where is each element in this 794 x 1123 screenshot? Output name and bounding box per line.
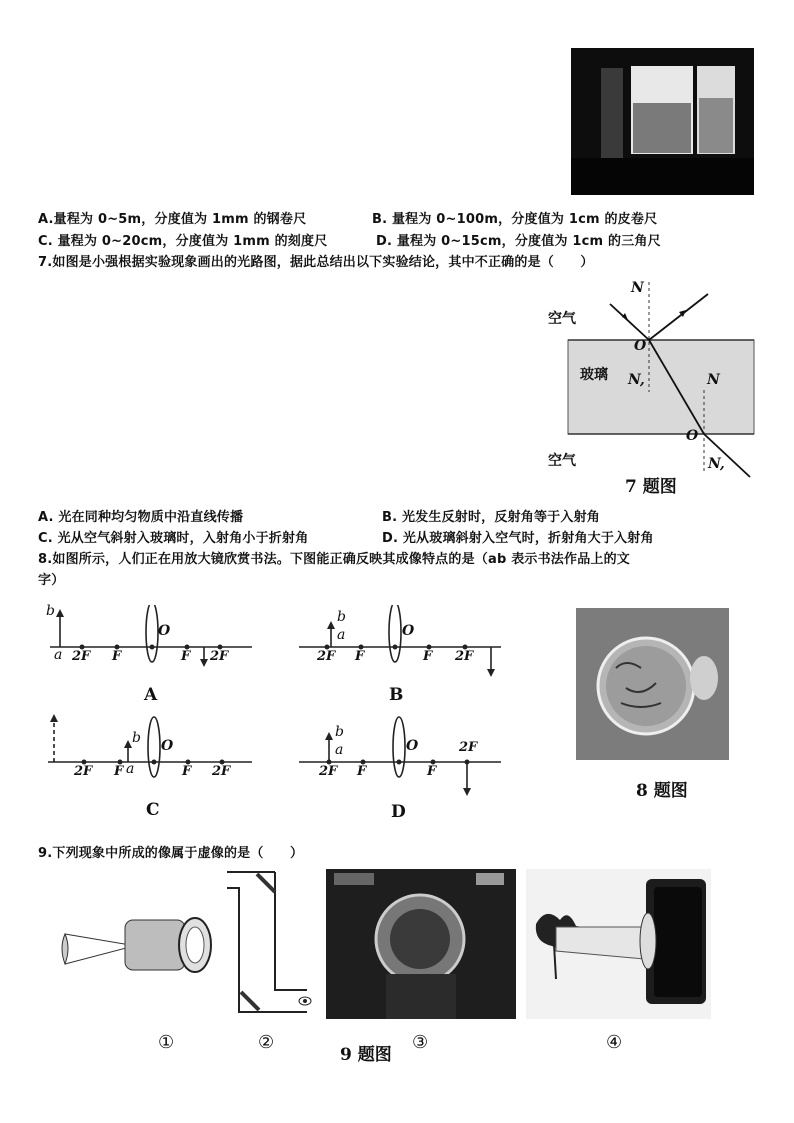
q7-caption: 7 题图 xyxy=(625,477,677,497)
q8b-left-2f: 2F xyxy=(317,649,336,664)
q8d-o-label: O xyxy=(406,738,419,754)
q8a-right-f: F xyxy=(181,649,191,664)
q8b-left-f: F xyxy=(355,649,365,664)
q7-air-top-label: 空气 xyxy=(548,311,576,327)
q7-figure xyxy=(540,272,760,497)
q8-caption: 8 题图 xyxy=(636,781,688,801)
q8d-letter: D xyxy=(391,802,406,822)
window-photo xyxy=(571,48,754,195)
q8-diagram-b xyxy=(295,605,510,710)
q9-stem: 9.下列现象中所成的像属于虚像的是（ ） xyxy=(38,846,304,861)
q9-label-1: ① xyxy=(158,1032,175,1053)
q8c-left-f: F xyxy=(114,764,124,779)
q8c-right-2f: 2F xyxy=(212,764,231,779)
window-photo-art xyxy=(571,48,754,195)
q9-figure-1-lens-tube xyxy=(55,900,230,985)
q8b-right-2f: 2F xyxy=(455,649,474,664)
q8c-right-f: F xyxy=(182,764,192,779)
q7-option-c: C. 光从空气斜射入玻璃时，入射角小于折射角 xyxy=(38,531,309,546)
q7-glass-label: 玻璃 xyxy=(580,367,608,383)
q8d-b-label: b xyxy=(335,724,344,740)
q8b-a-label: a xyxy=(337,627,346,643)
q8d-right-2f: 2F xyxy=(459,740,478,755)
q7-normal-n-top: N xyxy=(631,280,644,296)
q7-stem: 7.如图是小强根据实验现象画出的光路图，据此总结出以下实验结论，其中不正确的是（ ） xyxy=(38,255,594,270)
q9-figure-4-eye-model xyxy=(526,869,711,1019)
q8a-o-label: O xyxy=(158,623,171,639)
q7-option-b: B. 光发生反射时，反射角等于入射角 xyxy=(382,510,600,525)
q8a-left-2f: 2F xyxy=(72,649,91,664)
q6-option-a: A.量程为 0~5m，分度值为 1mm 的钢卷尺 xyxy=(38,212,307,227)
q8d-left-f: F xyxy=(357,764,367,779)
q8-stem-line2: 字） xyxy=(38,573,65,588)
q6-option-b: B. 量程为 0~100m，分度值为 1cm 的皮卷尺 xyxy=(372,212,658,227)
magnifier-photo xyxy=(576,608,729,760)
q8a-left-f: F xyxy=(112,649,122,664)
q6-option-d: D. 量程为 0~15cm，分度值为 1cm 的三角尺 xyxy=(376,234,661,249)
q7-option-a: A. 光在同种均匀物质中沿直线传播 xyxy=(38,510,244,525)
q9-caption: 9 题图 xyxy=(340,1045,392,1065)
q9-label-3: ③ xyxy=(412,1032,429,1053)
q8b-letter: B xyxy=(389,685,404,705)
q8a-a-label: a xyxy=(54,647,63,663)
q8c-left-2f: 2F xyxy=(74,764,93,779)
q7-option-d: D. 光从玻璃斜射入空气时，折射角大于入射角 xyxy=(382,531,654,546)
q8-diagram-c xyxy=(40,712,255,822)
q9-figure-3-photo xyxy=(326,869,516,1019)
q8c-a-label: a xyxy=(126,761,135,777)
q8d-right-f: F xyxy=(427,764,437,779)
q8d-a-label: a xyxy=(335,742,344,758)
q8-diagram-d xyxy=(295,712,510,822)
q7-point-o2: O xyxy=(686,428,699,444)
q9-figure-2-periscope xyxy=(215,866,320,1016)
q8d-left-2f: 2F xyxy=(319,764,338,779)
q8a-letter: A xyxy=(144,685,158,705)
q8-stem-line1: 8.如图所示，人们正在用放大镜欣赏书法。下图能正确反映其成像特点的是（ab 表示书法作品上的文 xyxy=(38,552,630,567)
q8c-o-label: O xyxy=(161,738,174,754)
q9-label-2: ② xyxy=(258,1032,275,1053)
q9-label-4: ④ xyxy=(606,1032,623,1053)
q8c-b-label: b xyxy=(132,730,141,746)
q8b-right-f: F xyxy=(423,649,433,664)
q6-option-c: C. 量程为 0~20cm，分度值为 1mm 的刻度尺 xyxy=(38,234,328,249)
q8a-b-label: b xyxy=(46,603,55,619)
q7-normal-n1: N, xyxy=(628,372,645,388)
q8c-letter: C xyxy=(146,800,160,820)
q8b-o-label: O xyxy=(402,623,415,639)
q7-normal-n-mid: N xyxy=(707,372,720,388)
q8-diagram-a xyxy=(40,605,255,710)
q7-air-bottom-label: 空气 xyxy=(548,453,576,469)
q8a-right-2f: 2F xyxy=(210,649,229,664)
q7-point-o1: O xyxy=(634,338,647,354)
q8b-b-label: b xyxy=(337,609,346,625)
q7-normal-n2: N, xyxy=(708,456,725,472)
